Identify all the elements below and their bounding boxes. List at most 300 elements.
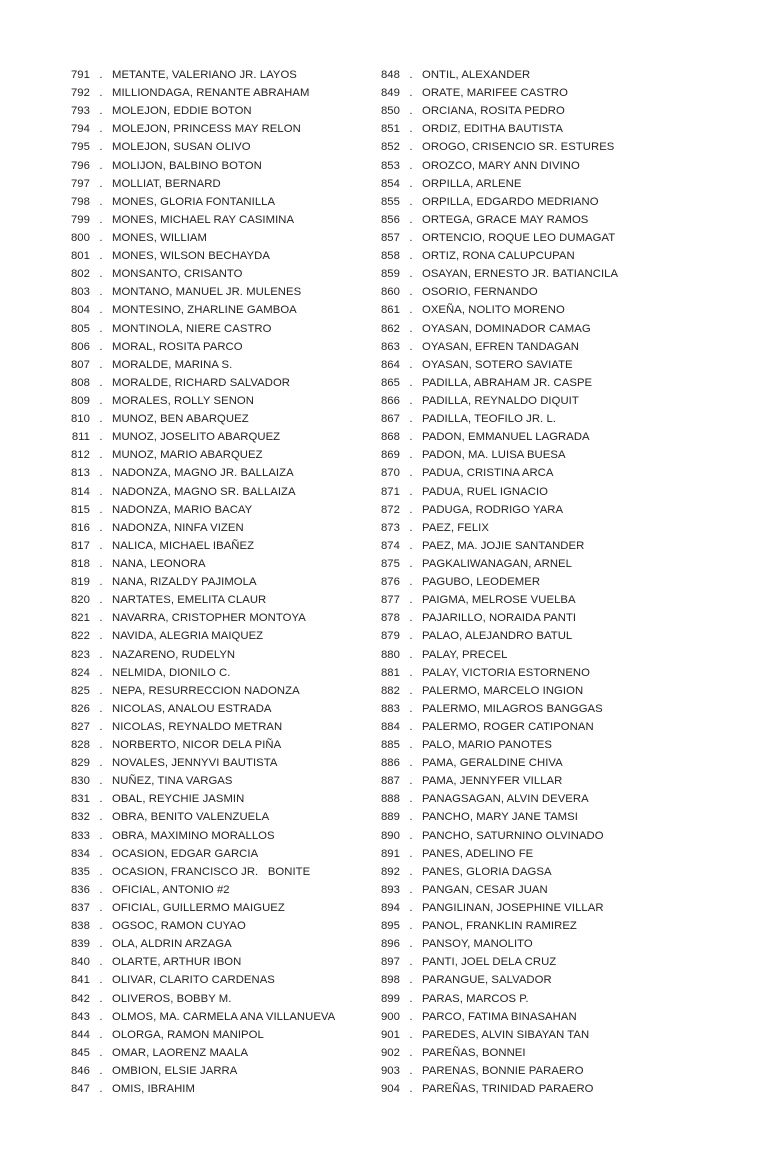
roster-entry-separator: . — [99, 268, 103, 281]
roster-entry-name: PANTI, JOEL DELA CRUZ — [422, 956, 557, 969]
roster-entry — [374, 772, 704, 790]
roster-entry — [64, 247, 374, 265]
roster-entry-separator: . — [99, 847, 103, 860]
roster-entry-number: 816 — [70, 521, 90, 534]
roster-entry — [374, 356, 704, 374]
roster-entry-separator: . — [409, 213, 413, 226]
roster-entry — [64, 700, 374, 718]
roster-entry — [374, 646, 704, 664]
roster-entry — [374, 410, 704, 428]
roster-column-right — [374, 66, 704, 1098]
roster-entry-name: PALAO, ALEJANDRO BATUL — [422, 630, 573, 643]
roster-entry-number: 812 — [70, 449, 90, 462]
roster-entry-number: 883 — [380, 702, 400, 715]
roster-entry-separator: . — [409, 775, 413, 788]
roster-entry-number: 898 — [380, 974, 400, 987]
roster-entry-separator: . — [409, 268, 413, 281]
roster-entry-name: PADUGA, RODRIGO YARA — [422, 503, 564, 516]
roster-entry-separator: . — [409, 449, 413, 462]
roster-entry-separator: . — [99, 974, 103, 987]
roster-entry-separator: . — [409, 648, 413, 661]
roster-entry-separator: . — [99, 431, 103, 444]
roster-entry-separator: . — [99, 612, 103, 625]
roster-entry-name: PARCO, FATIMA BINASAHAN — [422, 1010, 577, 1023]
roster-entry-number: 853 — [380, 159, 400, 172]
roster-entry-name: PAIGMA, MELROSE VUELBA — [422, 594, 576, 607]
roster-entry — [374, 899, 704, 917]
roster-entry-name: PAMA, JENNYFER VILLAR — [422, 775, 563, 788]
roster-entry-name: MONTINOLA, NIERE CASTRO — [112, 322, 272, 335]
roster-entry-name: NAVIDA, ALEGRIA MAIQUEZ — [112, 630, 264, 643]
roster-entry — [64, 682, 374, 700]
roster-entry-number: 875 — [380, 557, 400, 570]
roster-entry-name: OGSOC, RAMON CUYAO — [112, 920, 246, 933]
roster-entry-separator: . — [409, 684, 413, 697]
roster-entry — [64, 609, 374, 627]
roster-entry-name: PADON, EMMANUEL LAGRADA — [422, 431, 590, 444]
roster-entry-name: PARAS, MARCOS P. — [422, 992, 529, 1005]
roster-entry-number: 804 — [70, 304, 90, 317]
roster-entry-number: 792 — [70, 87, 90, 100]
roster-entry-name: PAEZ, FELIX — [422, 521, 489, 534]
roster-entry — [374, 157, 704, 175]
roster-entry-number: 889 — [380, 811, 400, 824]
roster-entry-separator: . — [99, 195, 103, 208]
roster-entry — [64, 175, 374, 193]
roster-entry — [64, 519, 374, 537]
roster-entry-number: 823 — [70, 648, 90, 661]
roster-entry-number: 885 — [380, 739, 400, 752]
roster-entry-number: 844 — [70, 1028, 90, 1041]
roster-entry-name: MOLEJON, SUSAN OLIVO — [112, 141, 251, 154]
roster-entry — [374, 827, 704, 845]
roster-entry — [64, 84, 374, 102]
roster-entry — [64, 1008, 374, 1026]
roster-entry-separator: . — [99, 883, 103, 896]
roster-entry — [374, 591, 704, 609]
roster-entry — [64, 120, 374, 138]
roster-entry — [64, 211, 374, 229]
roster-entry-name: OMAR, LAORENZ MAALA — [112, 1046, 249, 1059]
roster-entry — [374, 501, 704, 519]
roster-entry-separator: . — [409, 431, 413, 444]
roster-entry-number: 814 — [70, 485, 90, 498]
roster-entry-name: ORDIZ, EDITHA BAUTISTA — [422, 123, 564, 136]
roster-entry — [64, 881, 374, 899]
roster-entry-number: 802 — [70, 268, 90, 281]
roster-entry-number: 858 — [380, 250, 400, 263]
roster-entry — [64, 808, 374, 826]
roster-entry-name: PANCHO, MARY JANE TAMSI — [422, 811, 578, 824]
roster-entry-separator: . — [409, 286, 413, 299]
roster-entry-name: PANGAN, CESAR JUAN — [422, 883, 548, 896]
roster-entry-name: PAREÑAS, BONNEI — [422, 1046, 526, 1059]
roster-entry — [64, 392, 374, 410]
roster-entry-separator: . — [99, 123, 103, 136]
roster-entry-name: MONES, MICHAEL RAY CASIMINA — [112, 213, 295, 226]
roster-entry-separator: . — [99, 286, 103, 299]
roster-entry-number: 805 — [70, 322, 90, 335]
roster-entry — [64, 664, 374, 682]
roster-entry-name: ORTEGA, GRACE MAY RAMOS — [422, 213, 589, 226]
roster-column-left — [64, 66, 374, 1098]
roster-entry — [374, 1080, 704, 1098]
roster-entry-name: OYASAN, EFREN TANDAGAN — [422, 340, 579, 353]
roster-entry — [374, 265, 704, 283]
roster-entry — [374, 700, 704, 718]
roster-entry-separator: . — [409, 250, 413, 263]
roster-entry-number: 841 — [70, 974, 90, 987]
roster-entry-separator: . — [409, 702, 413, 715]
roster-entry-number: 842 — [70, 992, 90, 1005]
roster-entry-name: PAREÑAS, TRINIDAD PARAERO — [422, 1083, 594, 1096]
roster-entry-number: 867 — [380, 413, 400, 426]
roster-entry-number: 882 — [380, 684, 400, 697]
roster-entry-name: OBRA, MAXIMINO MORALLOS — [112, 829, 275, 842]
roster-entry — [64, 446, 374, 464]
roster-entry-separator: . — [409, 322, 413, 335]
roster-entry — [374, 627, 704, 645]
roster-entry-number: 891 — [380, 847, 400, 860]
roster-entry-separator: . — [99, 159, 103, 172]
roster-entry-separator: . — [409, 720, 413, 733]
roster-entry-name: OSAYAN, ERNESTO JR. BATIANCILA — [422, 268, 619, 281]
roster-entry-name: NELMIDA, DIONILO C. — [112, 666, 231, 679]
roster-entry-separator: . — [99, 358, 103, 371]
roster-entry — [374, 790, 704, 808]
roster-entry-name: OFICIAL, ANTONIO #2 — [112, 883, 230, 896]
roster-entry-separator: . — [409, 576, 413, 589]
roster-entry — [374, 555, 704, 573]
roster-entry-number: 817 — [70, 539, 90, 552]
roster-entry-name: OROZCO, MARY ANN DIVINO — [422, 159, 580, 172]
roster-entry-name: OLA, ALDRIN ARZAGA — [112, 938, 232, 951]
roster-entry-number: 879 — [380, 630, 400, 643]
roster-entry-name: NICOLAS, ANALOU ESTRADA — [112, 702, 272, 715]
roster-entry — [374, 718, 704, 736]
roster-entry-separator: . — [409, 159, 413, 172]
roster-entry — [374, 573, 704, 591]
roster-entry-separator: . — [99, 684, 103, 697]
roster-entry-number: 854 — [380, 177, 400, 190]
roster-entry-number: 860 — [380, 286, 400, 299]
roster-entry-number: 818 — [70, 557, 90, 570]
roster-entry-number: 901 — [380, 1028, 400, 1041]
roster-entry-number: 865 — [380, 376, 400, 389]
roster-entry-separator: . — [409, 87, 413, 100]
roster-entry-number: 835 — [70, 865, 90, 878]
roster-entry-separator: . — [99, 902, 103, 915]
roster-entry — [374, 808, 704, 826]
roster-entry-number: 843 — [70, 1010, 90, 1023]
roster-entry-number: 856 — [380, 213, 400, 226]
roster-entry-number: 808 — [70, 376, 90, 389]
roster-entry-number: 868 — [380, 431, 400, 444]
roster-entry-number: 809 — [70, 394, 90, 407]
roster-entry-name: PAREDES, ALVIN SIBAYAN TAN — [422, 1028, 590, 1041]
roster-entry — [374, 211, 704, 229]
roster-entry-name: ORATE, MARIFEE CASTRO — [422, 87, 568, 100]
roster-entry — [64, 990, 374, 1008]
roster-entry-number: 872 — [380, 503, 400, 516]
roster-entry-name: MOLEJON, PRINCESS MAY RELON — [112, 123, 301, 136]
roster-entry-separator: . — [409, 1028, 413, 1041]
roster-entry-name: OSORIO, FERNANDO — [422, 286, 538, 299]
roster-entry-name: PAJARILLO, NORAIDA PANTI — [422, 612, 577, 625]
roster-entry-number: 834 — [70, 847, 90, 860]
roster-entry-separator: . — [409, 847, 413, 860]
roster-entry-number: 887 — [380, 775, 400, 788]
roster-entry-separator: . — [99, 521, 103, 534]
roster-entry-name: OLMOS, MA. CARMELA ANA VILLANUEVA — [112, 1010, 336, 1023]
roster-entry — [64, 374, 374, 392]
roster-entry — [64, 627, 374, 645]
roster-entry-name: PADUA, CRISTINA ARCA — [422, 467, 554, 480]
roster-entry-number: 894 — [380, 902, 400, 915]
roster-entry — [64, 338, 374, 356]
roster-entry — [374, 120, 704, 138]
roster-entry-number: 863 — [380, 340, 400, 353]
roster-entry-name: NADONZA, NINFA VIZEN — [112, 521, 244, 534]
roster-entry-number: 876 — [380, 576, 400, 589]
roster-entry-name: PADON, MA. LUISA BUESA — [422, 449, 566, 462]
roster-entry — [64, 772, 374, 790]
roster-entry-name: MOLIJON, BALBINO BOTON — [112, 159, 262, 172]
roster-entry-number: 801 — [70, 250, 90, 263]
roster-entry-name: OLIVAR, CLARITO CARDENAS — [112, 974, 275, 987]
roster-entry-separator: . — [409, 974, 413, 987]
roster-entry-separator: . — [99, 829, 103, 842]
roster-entry — [374, 464, 704, 482]
roster-entry-separator: . — [99, 322, 103, 335]
roster-entry-separator: . — [409, 666, 413, 679]
roster-entry-separator: . — [409, 358, 413, 371]
roster-entry-name: NAZARENO, RUDELYN — [112, 648, 236, 661]
roster-entry — [64, 283, 374, 301]
roster-entry-separator: . — [409, 865, 413, 878]
roster-entry-name: NADONZA, MARIO BACAY — [112, 503, 253, 516]
roster-entry-separator: . — [409, 1046, 413, 1059]
roster-entry — [374, 320, 704, 338]
roster-entry-name: NORBERTO, NICOR DELA PIÑA — [112, 739, 282, 752]
roster-entry-name: OFICIAL, GUILLERMO MAIGUEZ — [112, 902, 285, 915]
roster-entry-separator: . — [99, 87, 103, 100]
roster-entry — [64, 736, 374, 754]
roster-entry-separator: . — [409, 630, 413, 643]
roster-entry-separator: . — [409, 231, 413, 244]
roster-entry-number: 859 — [380, 268, 400, 281]
roster-entry-number: 852 — [380, 141, 400, 154]
roster-entry-separator: . — [409, 1083, 413, 1096]
roster-entry — [64, 229, 374, 247]
roster-entry-separator: . — [99, 1028, 103, 1041]
roster-entry-separator: . — [409, 938, 413, 951]
roster-entry-separator: . — [99, 576, 103, 589]
roster-entry-number: 833 — [70, 829, 90, 842]
roster-entry-name: MUNOZ, MARIO ABARQUEZ — [112, 449, 263, 462]
roster-entry-separator: . — [99, 340, 103, 353]
roster-entry-name: OMIS, IBRAHIM — [112, 1083, 195, 1096]
roster-entry-name: PADILLA, REYNALDO DIQUIT — [422, 394, 579, 407]
roster-entry-separator: . — [99, 775, 103, 788]
roster-entry — [374, 102, 704, 120]
roster-entry — [64, 1044, 374, 1062]
roster-entry — [64, 537, 374, 555]
roster-entry-separator: . — [99, 1046, 103, 1059]
roster-entry — [374, 754, 704, 772]
roster-entry-name: NARTATES, EMELITA CLAUR — [112, 594, 267, 607]
roster-entry-number: 822 — [70, 630, 90, 643]
roster-entry-number: 903 — [380, 1065, 400, 1078]
roster-entry-name: PAEZ, MA. JOJIE SANTANDER — [422, 539, 585, 552]
roster-entry-separator: . — [409, 902, 413, 915]
roster-entry — [374, 392, 704, 410]
roster-entry — [374, 175, 704, 193]
roster-entry-separator: . — [99, 594, 103, 607]
roster-entry-number: 857 — [380, 231, 400, 244]
roster-entry-name: OBRA, BENITO VALENZUELA — [112, 811, 270, 824]
roster-entry-separator: . — [99, 992, 103, 1005]
roster-entry-separator: . — [99, 956, 103, 969]
roster-entry-number: 819 — [70, 576, 90, 589]
roster-entry — [374, 1026, 704, 1044]
roster-entry-name: NALICA, MICHAEL IBAÑEZ — [112, 539, 255, 552]
roster-entry-name: ONTIL, ALEXANDER — [422, 69, 531, 81]
roster-entry — [64, 953, 374, 971]
roster-entry-separator: . — [99, 811, 103, 824]
roster-entry-number: 827 — [70, 720, 90, 733]
roster-entry-number: 830 — [70, 775, 90, 788]
roster-entry-name: MONTANO, MANUEL JR. MULENES — [112, 286, 302, 299]
roster-entry-number: 839 — [70, 938, 90, 951]
roster-entry — [374, 519, 704, 537]
roster-entry-name: NOVALES, JENNYVI BAUTISTA — [112, 757, 278, 770]
roster-entry — [374, 283, 704, 301]
roster-entry-separator: . — [99, 720, 103, 733]
roster-entry — [374, 338, 704, 356]
roster-entry-number: 851 — [380, 123, 400, 136]
roster-entry-number: 832 — [70, 811, 90, 824]
roster-entry-name: OYASAN, DOMINADOR CAMAG — [422, 322, 591, 335]
roster-entry-separator: . — [99, 413, 103, 426]
roster-entry-separator: . — [99, 757, 103, 770]
roster-entry-separator: . — [409, 1065, 413, 1078]
roster-entry-name: PALERMO, ROGER CATIPONAN — [422, 720, 594, 733]
roster-entry-number: 848 — [380, 69, 400, 81]
roster-entry-separator: . — [99, 250, 103, 263]
roster-entry-name: MOLEJON, EDDIE BOTON — [112, 105, 252, 118]
roster-entry-name: OBAL, REYCHIE JASMIN — [112, 793, 245, 806]
roster-entry-number: 837 — [70, 902, 90, 915]
roster-entry — [374, 917, 704, 935]
roster-entry-name: MONES, WILLIAM — [112, 231, 207, 244]
roster-entry-separator: . — [99, 503, 103, 516]
roster-entry-number: 793 — [70, 105, 90, 118]
roster-entry-number: 880 — [380, 648, 400, 661]
roster-entry-number: 820 — [70, 594, 90, 607]
roster-entry — [64, 464, 374, 482]
roster-entry-number: 878 — [380, 612, 400, 625]
roster-entry — [374, 609, 704, 627]
roster-entry-number: 893 — [380, 883, 400, 896]
roster-entry — [64, 899, 374, 917]
roster-entry-separator: . — [409, 69, 413, 81]
roster-entry-separator: . — [99, 304, 103, 317]
roster-entry-name: PANAGSAGAN, ALVIN DEVERA — [422, 793, 589, 806]
roster-entry — [64, 754, 374, 772]
roster-entry-number: 791 — [70, 69, 90, 81]
roster-entry-number: 881 — [380, 666, 400, 679]
roster-entry — [374, 881, 704, 899]
roster-entry-name: PADUA, RUEL IGNACIO — [422, 485, 548, 498]
roster-entry-number: 821 — [70, 612, 90, 625]
roster-entry-name: PANES, GLORIA DAGSA — [422, 865, 552, 878]
roster-entry — [374, 935, 704, 953]
roster-entry-number: 850 — [380, 105, 400, 118]
roster-entry-name: MUNOZ, BEN ABARQUEZ — [112, 413, 249, 426]
roster-columns — [0, 66, 768, 1098]
roster-entry-name: PARENAS, BONNIE PARAERO — [422, 1065, 584, 1078]
roster-entry-number: 845 — [70, 1046, 90, 1059]
roster-entry-number: 825 — [70, 684, 90, 697]
roster-entry-number: 896 — [380, 938, 400, 951]
roster-entry-number: 811 — [71, 431, 90, 444]
roster-entry-number: 870 — [380, 467, 400, 480]
roster-entry-number: 864 — [380, 358, 400, 371]
roster-entry-name: PALAY, VICTORIA ESTORNENO — [422, 666, 590, 679]
roster-entry-number: 815 — [70, 503, 90, 516]
roster-entry — [374, 84, 704, 102]
roster-entry-separator: . — [99, 449, 103, 462]
roster-entry-name: MORALDE, MARINA S. — [112, 358, 233, 371]
roster-entry-number: 838 — [70, 920, 90, 933]
roster-entry-separator: . — [99, 69, 103, 81]
roster-entry-separator: . — [99, 739, 103, 752]
roster-entry-separator: . — [409, 612, 413, 625]
roster-entry-number: 873 — [380, 521, 400, 534]
roster-entry-number: 806 — [70, 340, 90, 353]
roster-entry — [374, 428, 704, 446]
roster-entry-number: 884 — [380, 720, 400, 733]
roster-entry-name: PAMA, GERALDINE CHIVA — [422, 757, 563, 770]
roster-entry-number: 803 — [70, 286, 90, 299]
roster-entry-name: MONES, GLORIA FONTANILLA — [112, 195, 276, 208]
roster-entry-name: PANSOY, MANOLITO — [422, 938, 533, 951]
roster-entry-name: MORALDE, RICHARD SALVADOR — [112, 376, 291, 389]
roster-entry — [374, 446, 704, 464]
roster-entry-separator: . — [409, 394, 413, 407]
roster-entry — [374, 736, 704, 754]
roster-entry-separator: . — [99, 666, 103, 679]
roster-entry-number: 847 — [70, 1083, 90, 1096]
roster-entry-separator: . — [409, 195, 413, 208]
roster-entry-name: PADILLA, TEOFILO JR. L. — [422, 413, 556, 426]
roster-entry — [64, 827, 374, 845]
roster-entry-name: OYASAN, SOTERO SAVIATE — [422, 358, 573, 371]
roster-entry-name: MILLIONDAGA, RENANTE ABRAHAM — [112, 87, 310, 100]
roster-entry-name: PARANGUE, SALVADOR — [422, 974, 552, 987]
roster-entry-name: NICOLAS, REYNALDO METRAN — [112, 720, 283, 733]
roster-entry-name: MONES, WILSON BECHAYDA — [112, 250, 270, 263]
roster-entry-name: PALERMO, MARCELO INGION — [422, 684, 584, 697]
roster-entry — [64, 1026, 374, 1044]
roster-entry-separator: . — [99, 213, 103, 226]
roster-entry-number: 886 — [380, 757, 400, 770]
roster-entry-number: 800 — [70, 231, 90, 244]
roster-entry-name: NADONZA, MAGNO JR. BALLAIZA — [112, 467, 294, 480]
roster-entry — [64, 935, 374, 953]
roster-entry-name: NANA, LEONORA — [112, 557, 206, 570]
